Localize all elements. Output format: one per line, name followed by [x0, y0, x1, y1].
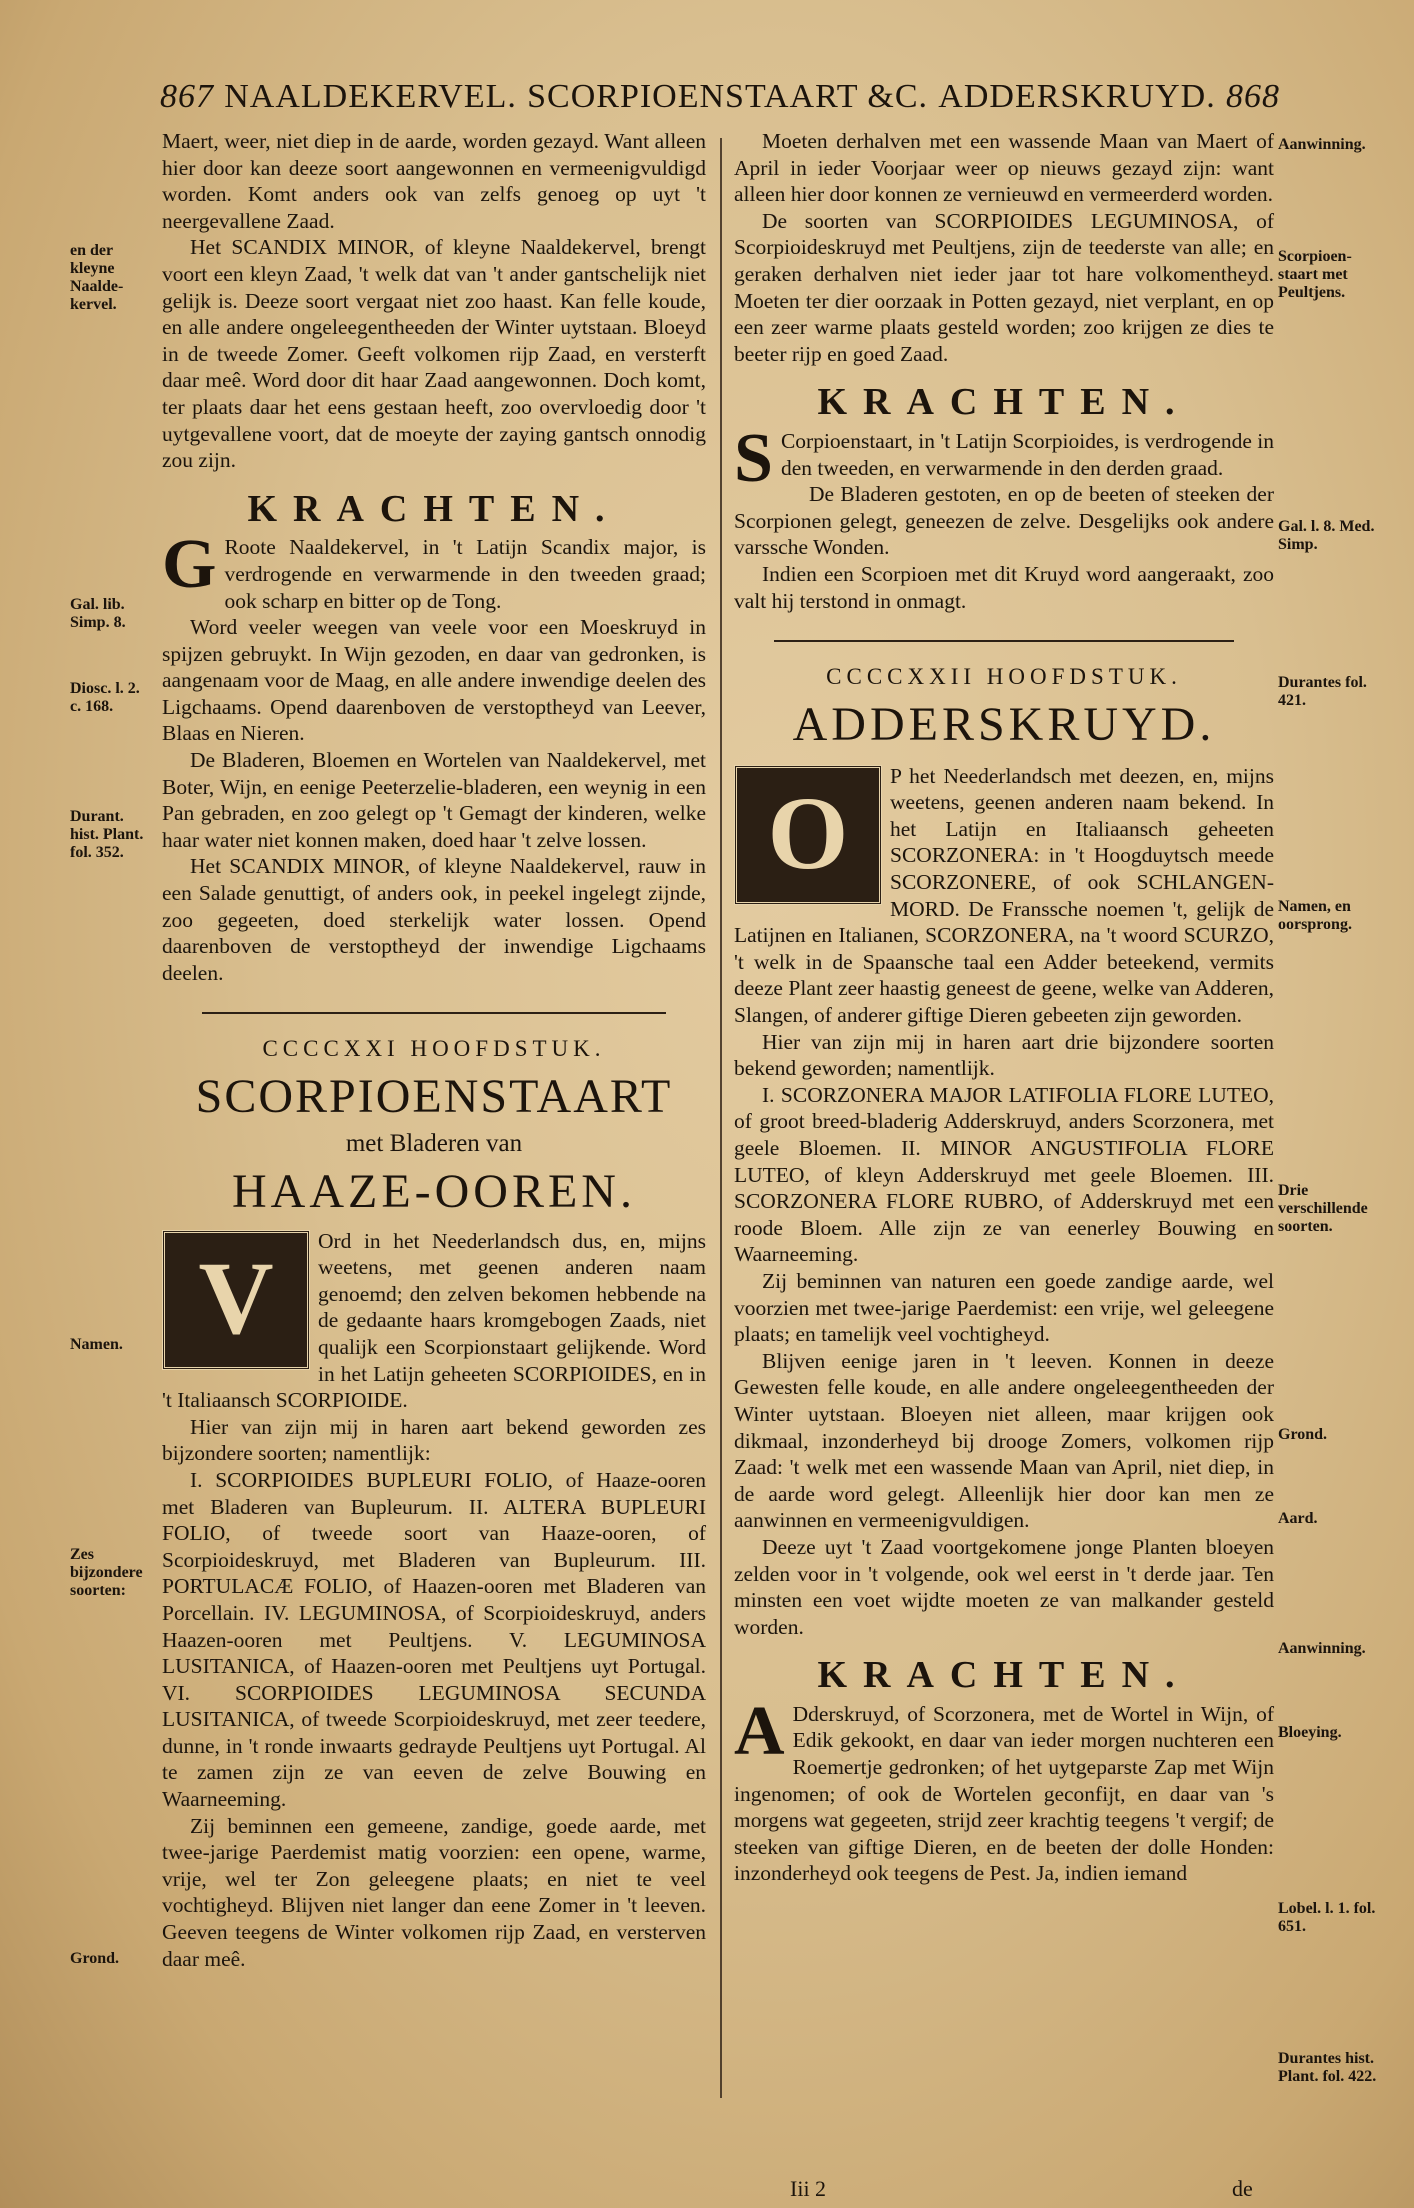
margin-note: Scorpioen-staart met Peultjens. [1278, 248, 1352, 301]
paragraph: Het SCANDIX MINOR, of kleyne Naaldekervel, brengt voort een kleyn Zaad, 't welk dat van 't ander gantschelijk niet gelijk is. Deeze soort vergaat niet zoo haast. Kan felle koude, en alle andere ongeleegentheeden der Winter uytstaan. Bloeyd in de tweede Zomer. Geeft volkomen rijp Zaad, en versterft daar meê. Word door dit haar Zaad aangewonnen. Doch komt, ter plaats daar het eens gestaan heeft, zoo overvloedig door 't uytgevallene voort, dat de moeyte der zaying gantsch onnodig zou zijn. [162, 235, 706, 473]
margin-note: Durantes fol. 421. [1278, 674, 1367, 709]
chapter-subtitle: met Bladeren van [345, 1130, 523, 1157]
paragraph: Moeten derhalven met een wassende Maan van Maert of April in ieder Voorjaar weer op nieuws gezayd zijn: want alleen hier door konnen ze vernieuwd en vermeerderd worden. [734, 129, 1274, 207]
paragraph: De Bladeren, Bloemen en Wortelen van Naaldekervel, met Boter, Wijn, en eenige Peeterzelie-bladeren, een weynig in een Pan gebraden, en zoo gelegt op 't Gemagt der kinderen, welke haar water niet konnen maken, doed haar 't zelve lossen. [162, 748, 706, 852]
ornamental-initial: V [162, 1230, 310, 1370]
paragraph: Word veeler weegen van veele voor een Moeskruyd in spijzen gebruykt. In Wijn gezoden, en daar van gedronken, is aangenaam voor de Maag, en alle andere inwendige deelen des Ligchaams. Opend daarenboven de verstoptheyd van Leever, Blaas en Nieren. [162, 615, 706, 746]
margin-note: Durant. hist. Plant. fol. 352. [70, 808, 144, 861]
paragraph: S Corpioenstaart, in 't Latijn Scorpioides, is verdrogende in den tweeden, en verwarmende in den derden graad. [734, 419, 1274, 497]
paragraph: De soorten van SCORPIOIDES LEGUMINOSA, of Scorpioideskruyd met Peultjens, zijn de teederste van alle; en geraken derhalven niet ieder jaar tot hare volkomentheyd. Moeten ter dier oorzaak in Potten gezayd, niet verplant, en op een zeer warme plaats gesteld worden; zoo krijgen ze dies te beeter rijp en goed Zaad. [734, 208, 1274, 366]
header-section-2: SCORPIOENSTAART &C. [527, 78, 929, 115]
paragraph: Maert, weer, niet diep in de aarde, worden gezayd. Want alleen hier door kan deeze soort aangewonnen en vermeenigvuldigd worden. Komt anders ook van zelfs genoeg op uyt 't neergevallene Zaad. [162, 129, 706, 233]
section-rule [774, 640, 1234, 642]
chapter-title: SCORPIOENSTAART [195, 1070, 673, 1123]
paragraph: Hier van zijn mij in haren aart bekend geworden zes bijzondere soorten; namentlijk: [162, 1414, 706, 1466]
paragraph: Deeze uyt 't Zaad voortgekomene jonge Planten bloeyen zelden voor in 't volgende, ook wel eerst in 't derde jaar. Ten minsten een voet wijdte moeten ze van malkander gesteld worden. [734, 1534, 1274, 1639]
margin-note: Gal. l. 8. Med. Simp. [1278, 518, 1375, 553]
margin-note: Zes bijzondere soorten: [70, 1546, 143, 1599]
header-section-1: NAALDEKERVEL. [224, 78, 517, 115]
drop-cap: G [162, 526, 217, 604]
right-column [734, 128, 1274, 1887]
paragraph: Zij beminnen van naturen een goede zandige aarde, wel voorzien met twee-jarige Paerdemist: een vrije, wel geleegene plaats; en tamelijk veel vochtigheyd. [734, 1268, 1274, 1347]
margin-note: Bloeying. [1278, 1724, 1342, 1741]
chapter-title-2: HAAZE-OOREN. [232, 1164, 636, 1218]
margin-note: Grond. [70, 1950, 120, 1967]
catchword: de [1232, 2176, 1253, 2201]
margin-note: Diosc. l. 2. c. 168. [70, 680, 140, 715]
page-number-right: 868 [1225, 78, 1280, 115]
paragraph: Hier van zijn mij in haren aart drie bijzondere soorten bekend geworden; namentlijk. [734, 1029, 1274, 1081]
paragraph: Indien een Scorpioen met dit Kruyd word aangeraakt, zoo valt hij terstond in onmagt. [734, 561, 1274, 613]
signature-mark: Iii 2 [790, 2176, 827, 2201]
section-heading: KRACHTEN. [247, 487, 621, 530]
margin-note: Namen, en oorsprong. [1278, 898, 1352, 933]
left-column [162, 128, 706, 1972]
ornamental-initial: O [734, 765, 882, 905]
margin-note: Drie verschillende soorten. [1278, 1182, 1368, 1235]
chapter-title: ADDERSKRUYD. [792, 697, 1216, 751]
paragraph: Blijven eenige jaren in 't leeven. Konnen in deeze Gewesten felle koude, en alle andere ongeleegentheeden der Winter uytstaan. Bloeyen niet alleen, maar krijgen ook dikmaal, inzonderheyd bij drooge Zomers, volkomen rijp Zaad: 't welk met een wassende Maan van April, niet diep, in de aarde word gelegt. Alleenlijk hier door kan men ze aanwinnen en vermeenigvuldigen. [734, 1348, 1274, 1533]
margin-note: Grond. [1278, 1426, 1328, 1443]
paragraph: G Roote Naaldekervel, in 't Latijn Scandix major, is verdrogende en verwarmende in den tweeden graad; ook scharp en bitter op de Tong. [162, 526, 706, 613]
margin-note: Aanwinning. [1278, 136, 1366, 153]
section-heading: KRACHTEN. [817, 381, 1191, 424]
margin-note: Aard. [1278, 1510, 1318, 1527]
chapter-number: CCCCXXII HOOFDSTUK. [826, 664, 1182, 690]
chapter-number: CCCCXXI HOOFDSTUK. [262, 1036, 606, 1062]
section-rule [202, 1012, 666, 1014]
running-header [160, 78, 1280, 128]
page-number-left: 867 [160, 78, 214, 115]
column-divider [720, 138, 722, 2098]
paragraph: De Bladeren gestoten, en op de beeten of steeken der Scorpionen gelegt, geneezen de zelve. Desgelijks ook andere varssche Wonden. [734, 482, 1274, 560]
margin-note: Gal. lib. Simp. 8. [70, 596, 126, 631]
paragraph: A Dderskruyd, of Scorzonera, met de Wortel in Wijn, of Edik gekookt, en daar van ieder morgen nuchteren een Roemertje gedronken; of het uytgeparste Zap met Wijn ingenomen; of ook de Wortelen geconfijt, en daar van 's morgens wat gegeeten, strijd zeer krachtig teegens 't vergif; de steeken van giftige Dieren, en de beeten der dolle Honden: inzonderheyd ook teegens de Pest. Ja, indien iemand [734, 1692, 1274, 1886]
section-heading: KRACHTEN. [817, 1654, 1191, 1697]
paragraph: I. SCORPIOIDES BUPLEURI FOLIO, of Haaze-ooren met Bladeren van Bupleurum. II. ALTERA BUPLEURI FOLIO, of tweede soort van Haaze-ooren, of Scorpioideskruyd, met Bladeren van Bupleurum. III. PORTULACÆ FOLIO, of Haazen-ooren met Bladeren van Porcellain. IV. LEGUMINOSA, of Scorpioideskruyd, anders Haazen-ooren met Peultjens. V. LEGUMINOSA LUSITANICA, of Haazen-ooren met Peultjens uyt Portugal. VI. SCORPIOIDES LEGUMINOSA SECUNDA LUSITANICA, of tweede Scorpioideskruyd, met zeer teedere, dunne, in 't ronde inwaarts gedrayde Peultjens uyt Portugal. Al te zamen zijn ze van eeven de zelve Bouwing en Waarneeming. [162, 1467, 706, 1812]
header-section-3: ADDERSKRUYD. [938, 78, 1216, 115]
drop-cap: A [734, 1692, 785, 1770]
paragraph: Het SCANDIX MINOR, of kleyne Naaldekervel, rauw in een Salade genuttigt, of anders ook, in peekel ingelegt zijnde, zoo gegeeten, doed sterkelijk water lossen. Opend daarenboven de verstoptheyd der inwendige Ligchaams deelen. [162, 854, 706, 985]
margin-note: Lobel. l. 1. fol. 651. [1278, 1900, 1376, 1935]
margin-note: Namen. [70, 1336, 123, 1353]
margin-note: en der kleyne Naalde-kervel. [70, 242, 124, 313]
margin-note: Durantes hist. Plant. fol. 422. [1278, 2050, 1377, 2085]
drop-cap: S [734, 419, 773, 497]
margin-note: Aanwinning. [1278, 1640, 1366, 1657]
paragraph: V Ord in het Neederlandsch dus, en, mijns weetens, met geenen anderen naam genoemd; den zelven bekomen hebbende na de gedaante haars kromgebogen Zaads, niet qualijk een Scorpionstaart gelijkende. Word in het Latijn geheeten SCORPIOIDES, en in 't Italiaansch SCORPIOIDE. [162, 1228, 706, 1413]
paragraph: Zij beminnen een gemeene, zandige, goede aarde, met twee-jarige Paerdemist matig voorzien: een opene, warme, vrije, wel ter Zon geleegene plaats; en niet te veel vochtigheyd. Blijven niet langer dan eene Zomer in 't leeven. Geeven teegens de Winter volkomen rijp Zaad, en versterven daar meê. [162, 1813, 706, 1971]
paragraph: O P het Neederlandsch met deezen, en, mijns weetens, geenen anderen naam bekend. In het Latijn en Italiaansch geheeten SCORZONERA: in 't Hoogduytsch meede SCORZONERE, of ook SCHLANGEN-MORD. De Franssche noemen 't, gelijk de Latijnen en Italianen, SCORZONERA, na 't woord SCURZO, 't welk in de Spaansche taal een Adder beteekend, vermits deeze Plant zeer haastig geneest de geene, welke van Adderen, Slangen, of anderer giftige Dieren gebeeten zijn geworden. [734, 763, 1274, 1028]
paragraph: I. SCORZONERA MAJOR LATIFOLIA FLORE LUTEO, of groot breed-bladerig Adderskruyd, anders Scorzonera, met geele Bloemen. II. MINOR ANGUSTIFOLIA FLORE LUTEO, of kleyn Adderskruyd met geele Bloemen. III. SCORZONERA FLORE RUBRO, of Adderskruyd met een roode Bloem. Alle zijn ze van eenerley Bouwing en Waarneeming. [734, 1082, 1274, 1267]
